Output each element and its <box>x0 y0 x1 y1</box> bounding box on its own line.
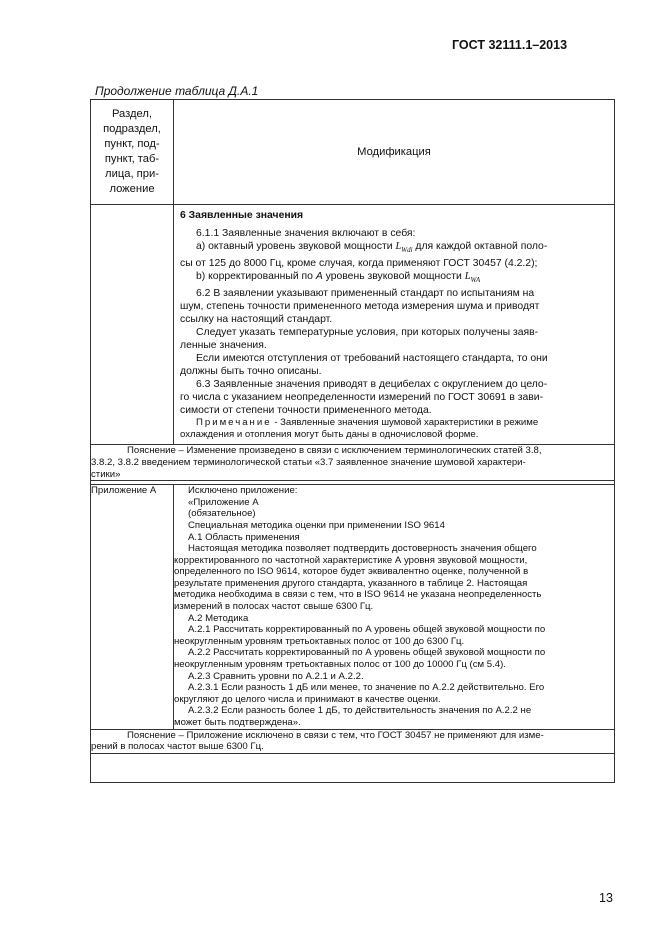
column-header-section: Раздел, подраздел, пункт, под- пункт, таб- лица, при- ложение <box>91 100 174 205</box>
column-header-modification: Модификация <box>174 100 615 205</box>
explanation-2: Пояснение – Приложение исключено в связи с тем, что ГОСТ 30457 не применяют для изме- рений в полосах частот выше 6300 Гц. <box>91 729 615 753</box>
table-caption: Продолжение таблица Д.А.1 <box>95 84 259 98</box>
modification-table <box>90 99 615 783</box>
page-number: 13 <box>599 891 613 905</box>
explanation-1: Пояснение – Изменение произведено в связи с исключением терминологических статей 3.8, 3.8.2, 3.8.2 введением терминологической статьи «3.7 заявленное значение шумовой характери- стики» <box>91 445 615 481</box>
table-row <box>91 485 615 729</box>
note: Примечание - Заявленные значения шумовой характеристики в режиме <box>196 417 539 429</box>
section-6-content: 6 Заявленные значения 6.1.1 Заявленные значения включают в себя: а) октавный уровень звуковой мощности $L_{Wdi}$ для каждой октавной поло- сы от 125 до 8000 Гц, кроме случая, когда применяют ГОСТ 30457 (4.2.2); b) корректированный по А уровень звуковой мощности $L_{WA}$ 6.2 В заявлении указывают примененный стандарт по испытаниям на шум, степень точности примененного метода измерения шума и приводят ссылку на настоящий стандарт. Следует указать температурные условия, при которых получены заяв- ленные значения. Если имеются отступления от требований настоящего стандарта, то они должны быть точно описаны. 6.3 Заявленные значения приводят в децибелах с округлением до цело- го числа с указанием неопределенности измерений по ГОСТ 30691 в зави- симости от степени точности примененного метода. Примечание - Заявленные значения шумовой характеристики в режиме охлаждения и отопления могут быть даны в одночисловой форме. <box>174 205 615 445</box>
appendix-label: Приложение А <box>91 485 174 729</box>
table-row <box>91 445 615 481</box>
document-code: ГОСТ 32111.1–2013 <box>452 38 568 52</box>
table-header-row <box>91 100 615 205</box>
section-title: 6 Заявленные значения <box>180 210 304 221</box>
appendix-content: Исключено приложение: «Приложение А (обязательное) Специальная методика оценки при применении ISO 9614 А.1 Область применения Настоящая методика позволяет подтвердить достоверность значения общего корректированного по частотной характеристике А уровня звуковой мощности, определенного по ISO 9614, которое будет эквивалентно оценке, полученной в результате применения другого стандарта, указанного в таблице 2. Настоящая методика необходима в связи с тем, что в ISO 9614 не указана неопределенность измерений в полосах частот свыше 6300 Гц. А.2 Методика А.2.1 Рассчитать корректированный по А уровень общей звуковой мощности по неокругленным уровням третьоктавных полос от 100 до 6300 Гц. А.2.2 Рассчитать корректированный по А уровень общей звуковой мощности по неокругленным уровням третьоктавных полос от 100 до 10000 Гц (см 5.4). А.2.3 Сравнить уровни по А.2.1 и А.2.2. А.2.3.1 Если разность 1 дБ или менее, то значение по А.2.2 действительно. Его округляют до целого числа и принимают в качестве оценки. А.2.3.2 Если разность более 1 дБ, то действительность значения по А.2.2 не может быть подтверждена». <box>174 485 615 729</box>
table-row <box>91 205 615 445</box>
table-row <box>91 729 615 753</box>
table-row-gap <box>91 753 615 782</box>
section-cell-empty <box>91 205 174 445</box>
